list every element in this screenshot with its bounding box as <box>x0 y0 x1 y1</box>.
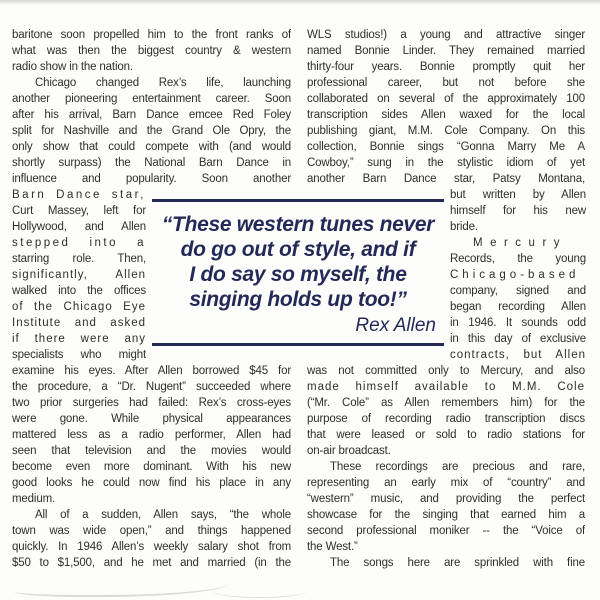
text-line: $50 to $1,500, and he met and married (in the <box>12 557 291 569</box>
text-line: that were leased or sold to radio stations for <box>307 429 585 441</box>
text-line: company, signed and <box>450 285 586 297</box>
text-line: if there were any <box>12 333 146 345</box>
quote-line: “These western tunes never <box>161 213 435 236</box>
left-column-beside-quote-text <box>12 187 146 363</box>
text-line: another pioneering entertainment career. Soon <box>12 93 291 105</box>
quote-attribution: Rex Allen <box>355 315 436 336</box>
text-line: publishing giant, M.M. Cole Company. On this <box>307 125 585 137</box>
text-line: what was then the biggest country & western <box>12 45 291 57</box>
text-line: the procedure, a “Dr. Nugent” succeeded where <box>12 381 291 393</box>
text-line: collaborated on several of the approximately 100 <box>307 93 585 105</box>
text-line: The songs here are sprinkled with fine <box>330 557 585 569</box>
right-column-top-text <box>307 27 585 187</box>
text-line: medium. <box>12 493 56 505</box>
text-line: seen that television and the movies would <box>12 445 291 457</box>
text-line: These recordings are precious and rare, <box>330 461 585 473</box>
text-line: after his arrival, Barn Dance emcee Red Foley <box>12 109 291 121</box>
text-line: but written by Allen <box>450 189 586 201</box>
text-line: contracts, but Allen <box>450 349 586 361</box>
text-line: walked into the offices <box>12 285 146 297</box>
text-line: were gone. While physical appearances <box>12 413 291 425</box>
pull-quote <box>152 199 444 346</box>
page-curl-shadow-2 <box>212 591 307 598</box>
text-line: collection, Bonnie sings “Gonna Marry Me A <box>307 141 585 153</box>
text-line: Barn Dance star, <box>12 189 146 201</box>
quote-line: do go out of style, and if <box>180 238 416 261</box>
text-line: “western” music, and providing the perfect <box>307 493 585 505</box>
text-line: good looks he could now find his place in any <box>12 477 291 489</box>
text-line: two prior surgeries had failed: Rex’s cross-eyes <box>12 397 291 409</box>
text-line: thirty-four years. Bonnie promptly quit her <box>307 61 585 73</box>
text-line: baritone soon propelled him to the front ranks of <box>12 29 291 41</box>
text-line: shortly surpass) the National Barn Dance in <box>12 157 291 169</box>
text-line: another Barn Dance star, Patsy Montana, <box>307 173 585 185</box>
text-line: transcription sides Allen waxed for the local <box>307 109 585 121</box>
text-line: of the Chicago Eye <box>12 301 146 313</box>
text-line: was not committed only to Mercury, and also <box>307 365 585 377</box>
text-line: bride. <box>450 221 478 233</box>
left-column-bottom-text <box>12 363 291 571</box>
text-line: Chicago-based <box>450 269 580 281</box>
text-line: All of a sudden, Allen says, “the whole <box>35 509 291 521</box>
text-line: quickly. In 1946 Allen’s weekly salary shot from <box>12 541 291 553</box>
scan-top-edge-shadow <box>0 0 600 5</box>
text-line: mattered less as a radio performer, Allen had <box>12 429 291 441</box>
quote-rule-bottom <box>152 343 444 346</box>
text-line: WLS studios!) a young and attractive singer <box>307 29 585 41</box>
text-line: himself for his new <box>450 205 586 217</box>
text-line: influence and popularity. Soon another <box>12 173 291 185</box>
text-line: only show that could compete with (and would <box>12 141 291 153</box>
right-column-beside-quote-text <box>450 187 586 363</box>
text-line: stepped into a <box>12 237 146 249</box>
text-line: Chicago changed Rex’s life, launching <box>35 77 291 89</box>
quote-text <box>152 212 444 312</box>
text-line: made himself available to M.M. Cole <box>307 381 585 393</box>
left-column-top-text <box>12 27 291 187</box>
text-line: showcase for the singing that earned him a <box>307 509 585 521</box>
quote-line: singing holds up too!” <box>189 288 407 311</box>
text-line: purpose of recording radio transcription discs <box>307 413 585 425</box>
text-line: Mercury <box>473 237 568 249</box>
text-line: radio show in the nation. <box>12 61 133 73</box>
text-line: named Bonnie Linder. They remained married <box>307 45 585 57</box>
text-line: (“Mr. Cole” as Allen remembers him) for the <box>307 397 585 409</box>
text-line: examine his eyes. After Allen borrowed $45 for <box>12 365 291 377</box>
text-line: Hollywood, and Allen <box>12 221 146 233</box>
page-curl-shadow <box>14 583 229 597</box>
text-line: Records, the young <box>450 253 586 265</box>
text-line: representing an early mix of “country” and <box>307 477 585 489</box>
text-line: the West.” <box>307 541 358 553</box>
text-line: in 1946. It sounds odd <box>450 317 586 329</box>
text-line: Curt Massey, left for <box>12 205 146 217</box>
quote-line: I do say so myself, the <box>189 263 407 286</box>
text-line: on-air broadcast. <box>307 445 391 457</box>
text-line: starring role. Then, <box>12 253 146 265</box>
text-line: Institute and asked <box>12 317 146 329</box>
text-line: Cowboy,” sung in the stylistic idiom of yet <box>307 157 585 169</box>
text-line: in this day of exclusive <box>450 333 586 345</box>
right-column-bottom-text <box>307 363 585 571</box>
text-line: began recording Allen <box>450 301 586 313</box>
quote-rule-top <box>152 199 444 202</box>
text-line: significantly, Allen <box>12 269 146 281</box>
text-line: split for Nashville and the Grand Ole Opry, the <box>12 125 291 137</box>
text-line: become even more dominant. With his new <box>12 461 291 473</box>
text-line: town was wide open,” and things happened <box>12 525 291 537</box>
text-line: professional career, but not before she <box>307 77 585 89</box>
text-line: specialists who might <box>12 349 146 361</box>
text-line: second professional moniker -- the “Voice of <box>307 525 585 537</box>
